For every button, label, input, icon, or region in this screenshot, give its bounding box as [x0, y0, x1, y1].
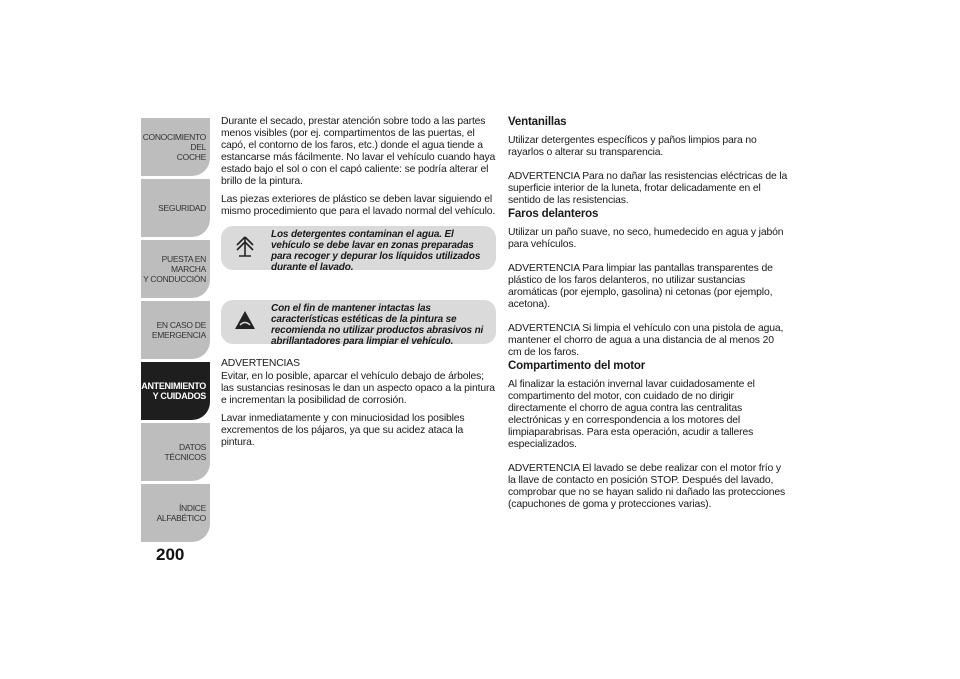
environment-note-text: Los detergentes contaminan el agua. El vehículo se debe lavar en zonas preparadas para recoger y depurar los líquidos utilizados durante el lavado. — [271, 229, 481, 273]
tab-datos-tecnicos[interactable]: DATOS TÉCNICOS — [141, 423, 210, 481]
paragraph: Utilizar detergentes específicos y paños limpios para no rayarlos o alterar su transparencia. — [508, 135, 757, 158]
paragraph: Lavar inmediatamente y con minuciosidad los posibles excrementos de los pájaros, ya que su acidez ataca la pintura. — [221, 413, 465, 448]
caution-note-text: Con el fin de mantener intactas las características estéticas de la pintura se recomienda no utilizar productos abrasivos ni abrillantadores para limpiar el vehículo. — [271, 303, 484, 347]
tab-en-caso-de-emergencia[interactable]: EN CASO DE EMERGENCIA — [141, 301, 210, 359]
right-column — [508, 116, 788, 517]
paragraph: Evitar, en lo posible, aparcar el vehículo debajo de árboles; las sustancias resinosas le dan un aspecto opaco a la pintura e incrementan la posibilidad de corrosión. — [221, 371, 495, 406]
heading-compartimento-del-motor: Compartimento del motor — [508, 360, 646, 372]
caution-note-box — [221, 300, 496, 347]
page-number: 200 — [156, 545, 185, 564]
tab-indice-alfabetico[interactable]: ÍNDICE ALFABÉTICO — [141, 484, 210, 542]
paragraph: Las piezas exteriores de plástico se deben lavar siguiendo el mismo procedimiento que para el lavado normal del vehículo. — [221, 194, 496, 217]
advertencias-title: ADVERTENCIAS — [221, 358, 300, 369]
paragraph: Utilizar un paño suave, no seco, humedecido en agua y jabón para vehículos. — [508, 227, 784, 250]
paragraph: ADVERTENCIA Para no dañar las resistencias eléctricas de la superficie interior de la luneta, frotar delicadamente en el sentido de las resistencias. — [508, 171, 788, 206]
tab-seguridad[interactable]: SEGURIDAD — [141, 179, 210, 237]
heading-ventanillas: Ventanillas — [508, 116, 567, 128]
tab-conocimiento-del-coche[interactable]: CONOCIMIENTO DEL COCHE — [141, 118, 210, 176]
paragraph: Al finalizar la estación invernal lavar cuidadosamente el compartimento del motor, con cuidado de no dirigir directamente el chorro de agua contra las centralitas electrónicas y en correspondencia a los motores del limpiaparabrisas. Para esta operación, acudir a talleres especializados. — [508, 379, 755, 450]
tab-mantenimiento-y-cuidados[interactable]: MANTENIMIENTO Y CUIDADOS — [141, 362, 210, 420]
left-column — [221, 116, 496, 455]
paragraph: ADVERTENCIA El lavado se debe realizar con el motor frío y la llave de contacto en posición STOP. Después del lavado, comprobar que no se hayan salido ni dañado las protecciones (capuchones de goma y protecciones varias). — [508, 463, 786, 510]
caution-triangle-icon — [233, 308, 257, 332]
tab-puesta-en-marcha[interactable]: PUESTA EN MARCHA Y CONDUCCIÓN — [141, 240, 210, 298]
environment-note-box — [221, 226, 496, 273]
environment-tree-icon — [233, 234, 257, 258]
paragraph: Durante el secado, prestar atención sobre todo a las partes menos visibles (por ej. compartimentos de las puertas, el capó, el contorno de los faros, etc.) donde el agua tiende a estancarse más fácilmente. No lavar el vehículo cuando haya estado bajo el sol o con el capó caliente: se podría alterar el brillo de la pintura. — [221, 116, 496, 187]
paragraph: ADVERTENCIA Para limpiar las pantallas transparentes de plástico de los faros delanteros, no utilizar sustancias aromáticas (por ejemplo, gasolina) ni cetonas (por ejemplo, acetona). — [508, 263, 773, 310]
heading-faros-delanteros: Faros delanteros — [508, 208, 599, 220]
paragraph: ADVERTENCIA Si limpia el vehículo con una pistola de agua, mantener el chorro de agua a una distancia de al menos 20 cm de los faros. — [508, 323, 784, 358]
